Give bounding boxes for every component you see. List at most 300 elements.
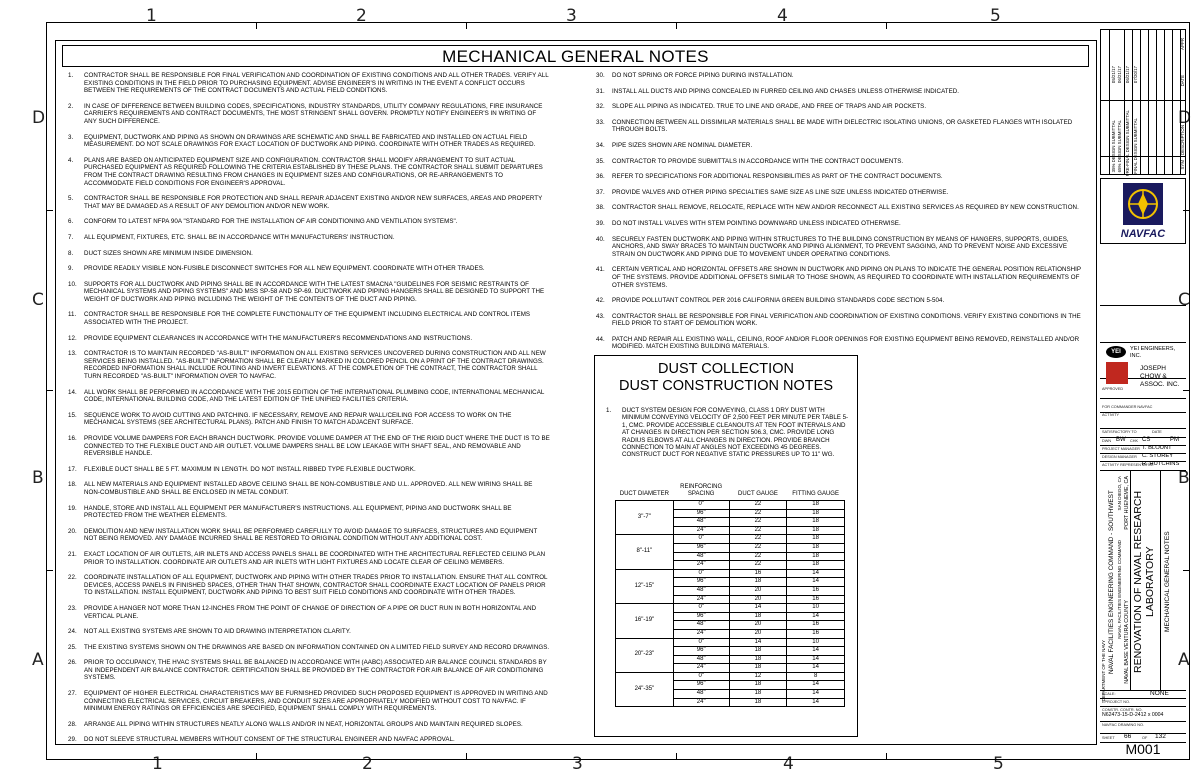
pm-role: PROJECT MANAGER xyxy=(1102,447,1140,451)
note-text: DO NOT SPRING OR FORCE PIPING DURING INSTALLATION. xyxy=(612,72,794,79)
note-number: 34. xyxy=(596,141,605,149)
note-text: THE EXISTING SYSTEMS SHOWN ON THE DRAWINGS ARE BASED ON INFORMATION CONTAINED ON A LIMITED FIELD SURVEY AND RECORD DRAWINGS. xyxy=(84,643,550,651)
spacing-cell: 24" xyxy=(673,698,729,707)
duct-diameter-cell: 24"-35" xyxy=(616,672,674,706)
constr-value: N62473-15-D-2412 x 0004 xyxy=(1102,712,1164,718)
jca-logo-icon xyxy=(1106,362,1128,384)
sheet-total: 132 xyxy=(1155,733,1166,740)
approved-label: APPROVED xyxy=(1102,387,1124,391)
for-commander-label: FOR COMMANDER NAVFAC xyxy=(1102,405,1153,409)
note-item xyxy=(62,134,550,149)
fitting-gauge-cell: 10 xyxy=(787,604,845,613)
zone-label: A xyxy=(1178,650,1190,670)
note-item xyxy=(62,628,550,636)
note-number: 12. xyxy=(68,334,77,342)
note-text: FLEXIBLE DUCT SHALL BE 5 FT. MAXIMUM IN LENGTH. DO NOT INSTALL RIBBED TYPE FLEXIBLE DUCTWORK. xyxy=(84,465,416,473)
rev-header-appr: APPR xyxy=(1180,38,1185,50)
zone-label: C xyxy=(1178,290,1190,310)
duct-gauge-cell: 16 xyxy=(729,569,787,578)
note-number: 29. xyxy=(68,736,77,744)
scale-value: NONE xyxy=(1150,690,1169,697)
fitting-gauge-cell: 14 xyxy=(787,569,845,578)
fitting-gauge-cell: 16 xyxy=(787,586,845,595)
note-text: EXACT LOCATION OF AIR OUTLETS, AIR INLETS AND ACCESS PANELS SHALL BE COORDINATED WITH THE ARCHITECTURAL REFLECTED CEILING PLAN PRIOR TO INSTALLATION. COORDINATE AIR OUTLETS AND AIR INLETS WITH LIGHT FIXTURES AND LOCATE CLEAR OF CEILING MEMBERS. xyxy=(84,550,546,566)
duct-gauge-cell: 20 xyxy=(729,595,787,604)
note-number: 31. xyxy=(596,87,605,95)
note-text: CONTRACTOR IS TO MAINTAIN RECORDED "AS-BUILT" INFORMATION ON ALL EXISTING SERVICES UNCOVERED DURING CONSTRUCTION AND ALL NEW SERVICES BEING INSTALLED. "AS-BUILT" INFORMATION SHALL BE CLEARLY MARKED IN COLORED PENCIL ON A PRINT OF THE CONTRACT DRAWINGS. RECORDED INFORMATION SHALL INCLUDE ROUTING AND INVERT ELEVATIONS. AT THE COMPLETION OF THE CONTRACT, THE CONTRACTOR SHALL TURN RECORDED "AS-BUILT" INFORMATION OVER TO NAVFAC. xyxy=(84,350,546,381)
note-text: PRIOR TO OCCUPANCY, THE HVAC SYSTEMS SHALL BE BALANCED IN ACCORDANCE WITH (AABC) ASSOCIATED AIR BALANCE COUNCIL STANDARDS BY AN INDEPENDENT AIR BALANCE CONTRACTOR. CERTIFICATION SHALL BE PROVIDED BY THE CONTRACTOR FOR AIR BALANCE OF AIR CONDITIONING SYSTEMS. xyxy=(84,659,547,682)
duct-gauge-cell: 18 xyxy=(729,681,787,690)
date-label: DATE xyxy=(1152,430,1162,434)
note-item xyxy=(62,335,550,343)
rev-date-4: 07/20/17 xyxy=(1133,66,1138,84)
zone-label: 5 xyxy=(993,754,1004,774)
eproject-label: EPROJECT NO. xyxy=(1102,700,1130,704)
zone-label: 5 xyxy=(990,6,1001,26)
note-number: 13. xyxy=(68,350,77,358)
note-text: HANDLE, STORE AND INSTALL ALL EQUIPMENT PER MANUFACTURER'S INSTRUCTIONS. ALL EQUIPMENT, PIPING AND DUCTWORK SHALL BE PROTECTED FROM THE WEATHER ELEMENTS. xyxy=(84,504,512,520)
col-header-diameter: DUCT DIAMETER xyxy=(619,491,669,497)
table-row xyxy=(616,501,845,510)
rev-date-2: 06/21/17 xyxy=(1117,66,1122,84)
notes-left-column xyxy=(62,72,550,752)
note-item xyxy=(62,218,550,226)
duct-gauge-cell: 22 xyxy=(729,518,787,527)
note-text: PROVIDE EQUIPMENT CLEARANCES IN ACCORDANCE WITH THE MANUFACTURER'S RECOMMENDATIONS AND INSTRUCTIONS. xyxy=(84,334,473,342)
note-item xyxy=(62,481,550,496)
fitting-gauge-cell: 14 xyxy=(787,664,845,673)
note-text: CONTRACTOR TO PROVIDE SUBMITTALS IN ACCORDANCE WITH THE CONTRACT DOCUMENTS. xyxy=(612,157,904,165)
note-item xyxy=(62,195,550,210)
note-text: PROVIDE POLLUTANT CONTROL PER 2016 CALIFORNIA GREEN BUILDING STANDARDS CODE SECTION 5-504. xyxy=(612,297,945,305)
chk-label: CHK xyxy=(1130,439,1139,443)
duct-gauge-cell: 20 xyxy=(729,621,787,630)
spacing-cell: 48" xyxy=(673,690,729,699)
rev-desc-1: 35% DESIGN SUBMITTAL xyxy=(1111,120,1116,173)
zone-label: B xyxy=(1178,468,1190,488)
note-item xyxy=(62,435,550,458)
note-item xyxy=(590,297,1088,305)
navfac-logo-box xyxy=(1100,178,1186,244)
duct-gauge-cell: 14 xyxy=(729,638,787,647)
note-text: CONTRACTOR SHALL BE RESPONSIBLE FOR PROTECTION AND SHALL REPAIR ADJACENT EXISTING AND/OR NEW SURFACES, AREAS AND PROPERTY THAT MAY BE DAMAGED AS A RESULT OF ANY DEMOLITION AND/OR NEW WORK. xyxy=(84,195,543,210)
duct-diameter-cell: 3"-7" xyxy=(616,501,674,535)
duct-gauge-cell: 22 xyxy=(729,535,787,544)
note-item xyxy=(62,690,550,713)
ar-name: R. HUTCHINS xyxy=(1142,461,1180,467)
note-text: CERTAIN VERTICAL AND HORIZONTAL OFFSETS ARE SHOWN IN DUCTWORK AND PIPING ON PLANS TO INDICATE THE GENERAL POSITION RELATIONSHIP OF THE SYSTEMS. PROVIDE ADDITIONAL OFFSETS SIMILAR TO THOSE SHOWN, AS REQUIRED TO COORDINATE WITH INSTALLATION REQUIREMENTS OF OTHER SYSTEMS. xyxy=(612,266,1081,289)
duct-diameter-cell: 20"-23" xyxy=(616,638,674,672)
note-number: 26. xyxy=(68,659,77,667)
note-item xyxy=(590,236,1088,259)
note-item xyxy=(62,466,550,474)
note-text: ARRANGE ALL PIPING WITHIN STRUCTURES NEATLY ALONG WALLS AND/OR IN NEAT, HORIZONTAL GROUPS AND MAINTAIN REQUIRED SLOPES. xyxy=(84,720,523,728)
dust-title-1: DUST COLLECTION xyxy=(658,361,794,377)
command-line: NAVAL FACILITIES ENGINEERING COMMAND - SOUTHWEST xyxy=(1108,490,1115,674)
duct-gauge-cell: 18 xyxy=(729,698,787,707)
chk-value: CS xyxy=(1142,437,1151,443)
duct-gauge-cell: 18 xyxy=(729,578,787,587)
duct-gauge-table xyxy=(615,484,845,707)
spacing-cell: 48" xyxy=(673,518,729,527)
note-text: CONFORM TO LATEST NFPA 90A "STANDARD FOR THE INSTALLATION OF AIR CONDITIONING AND VENTILATION SYSTEMS". xyxy=(84,218,458,226)
sheet-title: MECHANICAL GENERAL NOTES xyxy=(1164,531,1171,633)
fitting-gauge-cell: 14 xyxy=(787,690,845,699)
note-text: CONTRACTOR SHALL BE RESPONSIBLE FOR THE COMPLETE FUNCTIONALITY OF THE EQUIPMENT INCLUDING ELECTRICAL AND CONTROL ITEMS ASSOCIATED WITH THE PROJECT. xyxy=(84,311,531,327)
note-number: 7. xyxy=(68,233,74,241)
spacing-cell: 48" xyxy=(673,621,729,630)
note-item xyxy=(62,644,550,652)
note-number: 43. xyxy=(596,312,605,320)
table-row xyxy=(616,638,845,647)
fitting-gauge-cell: 14 xyxy=(787,612,845,621)
dm-role: DESIGN MANAGER xyxy=(1102,455,1137,459)
note-number: 25. xyxy=(68,643,77,651)
note-number: 33. xyxy=(596,118,605,126)
note-text: ALL WORK SHALL BE PERFORMED IN ACCORDANCE WITH THE 2015 EDITION OF THE INTERNATIONAL PLUMBING CODE, INTERNATIONAL MECHANICAL CODE, INTERNATIONAL BUILDING CODE, AND THE LATEST EDITION OF THE UNIFIED FACILITIES CRITERIA. xyxy=(84,388,545,404)
note-number: 5. xyxy=(68,195,74,203)
fitting-gauge-cell: 14 xyxy=(787,698,845,707)
zone-label: C xyxy=(32,290,44,310)
table-row xyxy=(616,569,845,578)
note-text: CONTRACTOR SHALL BE RESPONSIBLE FOR FINAL VERIFICATION AND COORDINATION OF EXISTING CONDITIONS. VERIFY EXISTING CONDITIONS IN THE FIELD PRIOR TO START OF DEMOLITION WORK. xyxy=(612,312,1081,328)
yei-logo-icon: YEI xyxy=(1106,346,1126,358)
pm-value: PM xyxy=(1170,437,1179,443)
table-row xyxy=(616,604,845,613)
dust-note-text: DUCT SYSTEM DESIGN FOR CONVEYING, CLASS 1 DRY DUST WITH MINIMUM CONVEYING VELOCITY OF 2,500 FEET PER MINUTE PER TABLE 5-1, CMC. PROVIDE ACCESSIBLE CLEANOUTS AT TEN FOOT INTERVALS AND AT CHANGES IN DIRECTION PER SECTION 506.3, CMC. PROVIDE LONG RADIUS ELBOWS AT ALL CHANGES IN DIRECTION. PROVIDE BRANCH CONNECTION TO MAIN AT ANGLES NOT EXCEEDING 45 DEGREES. CONSTRUCT DUCT FOR NEGATIVE STATIC PRESSURES UP TO 11" WG. xyxy=(622,407,849,459)
spacing-cell: 96" xyxy=(673,543,729,552)
note-text: CONTRACTOR SHALL REMOVE, RELOCATE, REPLACE WITH NEW AND/OR RECONNECT ALL EXISTING SERVICES AS REQUIRED BY NEW CONSTRUCTION. xyxy=(612,204,1079,212)
rev-desc-3: PRE-FINAL DESIGN SUBMITTAL xyxy=(1125,110,1130,177)
satisfactory-label: SATISFACTORY TO xyxy=(1102,430,1137,434)
duct-gauge-cell: 20 xyxy=(729,629,787,638)
fitting-gauge-cell: 16 xyxy=(787,595,845,604)
note-item xyxy=(590,313,1088,328)
note-item xyxy=(590,204,1088,212)
note-text: SUPPORTS FOR ALL DUCTWORK AND PIPING SHALL BE IN ACCORDANCE WITH THE LATEST SMACNA "GUIDELINES FOR SEISMIC RESTRAINTS OF MECHANICAL SYSTEMS AND PIPING SYSTEMS" AND MSS SP-58 AND SP-69. DUCTWORK AND PIPING HANGERS SHALL BE DESIGNED TO SUPPORT THE WEIGHT OF DUCTWORK AND PIPING INCLUDING THE WEIGHT OF THE CONTENTS OF THE DUCT AND PIPING. xyxy=(84,280,545,303)
note-item xyxy=(590,103,1088,111)
fitting-gauge-cell: 8 xyxy=(787,672,845,681)
note-number: 36. xyxy=(596,173,605,181)
of-label: OF xyxy=(1142,736,1148,740)
zone-label: 1 xyxy=(146,6,157,26)
spacing-cell: 24" xyxy=(673,595,729,604)
firm-jca-name: JOSEPH CHOW & ASSOC. INC. xyxy=(1140,365,1180,388)
rev-header-sym: SYM xyxy=(1180,160,1185,170)
dust-note xyxy=(595,407,857,459)
fitting-gauge-cell: 14 xyxy=(787,655,845,664)
fitting-gauge-cell: 18 xyxy=(787,543,845,552)
note-number: 30. xyxy=(596,72,605,79)
note-item xyxy=(62,721,550,729)
spacing-cell: 24" xyxy=(673,664,729,673)
note-number: 8. xyxy=(68,249,74,257)
note-text: INSTALL ALL DUCTS AND PIPING CONCEALED IN FURRED CEILING AND CHASES UNLESS OTHERWISE INDICATED. xyxy=(612,87,960,95)
zone-label: 4 xyxy=(783,754,794,774)
rev-desc-2: 65% DESIGN SUBMITTAL xyxy=(1117,120,1122,173)
spacing-cell: 96" xyxy=(673,509,729,518)
zone-label: 3 xyxy=(566,6,577,26)
scale-label: SCALE: xyxy=(1102,692,1116,696)
note-text: PROVIDE A HANGER NOT MORE THAN 12-INCHES FROM THE POINT OF CHANGE OF DIRECTION OF A PIPE OR DUCT RUN IN BOTH HORIZONTAL AND VERTICAL PLANE. xyxy=(84,604,537,620)
spacing-cell: 24" xyxy=(673,629,729,638)
sheet-label: SHEET xyxy=(1102,736,1115,740)
note-text: DEMOLITION AND NEW INSTALLATION WORK SHALL BE PERFORMED CAREFULLY TO AVOID DAMAGE TO SURFACES, STRUCTURES AND EQUIPMENT NOT BEING REMOVED. ANY DAMAGE INCURRED SHALL BE RESTORED TO ORIGINAL CONDITION WITHOUT ANY ADDITIONAL COST. xyxy=(84,527,538,543)
spacing-cell: 48" xyxy=(673,655,729,664)
note-number: 18. xyxy=(68,481,77,489)
notes-right-column xyxy=(590,72,1088,359)
table-row xyxy=(616,672,845,681)
note-number: 22. xyxy=(68,574,77,582)
note-item xyxy=(62,265,550,273)
duct-gauge-cell: 22 xyxy=(729,526,787,535)
navfac-logo-text: NAVFAC xyxy=(1120,228,1166,240)
note-text: PLANS ARE BASED ON ANTICIPATED EQUIPMENT SIZE AND CONFIGURATION. CONTRACTOR SHALL MODIFY ARRANGEMENT TO SUIT ACTUAL PURCHASED EQUIPMENT AS REQUIRED FOLLOWING THE CRITERIA ESTABLISHED BY THESE PLANS. THE CONTRACTOR SHALL SUBMIT DEPARTURES FROM THE CONTRACT DRAWING RESULTING FROM CHANGES IN EQUIPMENT SIZES AND CONFIGURATIONS, OR RE-ARRANGEMENTS TO ACCOMMODATE FIELD CONDITIONS FOR ENGINEER'S APPROVAL. xyxy=(84,156,543,187)
fitting-gauge-cell: 14 xyxy=(787,578,845,587)
note-text: PIPE SIZES SHOWN ARE NOMINAL DIAMETER. xyxy=(612,141,753,149)
zone-label: 1 xyxy=(152,754,163,774)
note-item xyxy=(590,158,1088,166)
note-item xyxy=(62,72,550,95)
duct-gauge-cell: 18 xyxy=(729,612,787,621)
note-number: 23. xyxy=(68,604,77,612)
note-item xyxy=(62,659,550,682)
rev-header-description: DESCRIPTION xyxy=(1180,125,1185,156)
duct-gauge-cell: 18 xyxy=(729,664,787,673)
note-text: NOT ALL EXISTING SYSTEMS ARE SHOWN TO AID DRAWING INTERPRETATION CLARITY. xyxy=(84,628,351,636)
duct-gauge-cell: 20 xyxy=(729,586,787,595)
note-text: SEQUENCE WORK TO AVOID CUTTING AND PATCHING. IF NECESSARY, REMOVE AND REPAIR WALL/CEILING FOR ACCESS TO WORK ON THE MECHANICAL SYSTEMS (SEE ARCHITECTURAL PLANS). PATCH AND FINISH TO MATCH ADJACENT SURFACE. xyxy=(84,411,512,427)
note-text: CONNECTION BETWEEN ALL DISSIMILAR MATERIALS SHALL BE MADE WITH DIELECTRIC ISOLATING UNIONS, OR GASKETED FLANGES WITH ISOLATED THROUGH BOLTS. xyxy=(612,118,1073,134)
note-number: 44. xyxy=(596,335,605,343)
note-item xyxy=(62,234,550,242)
duct-gauge-cell: 22 xyxy=(729,501,787,510)
note-number: 39. xyxy=(596,219,605,227)
spacing-cell: 0" xyxy=(673,638,729,647)
note-item xyxy=(62,528,550,543)
sheet-number: 66 xyxy=(1124,733,1132,740)
note-text: CONTRACTOR SHALL BE RESPONSIBLE FOR FINAL VERIFICATION AND COORDINATION OF EXISTING CONDITIONS AND ALL OTHER TRADES. VERIFY ALL EXISTING CONDITIONS IN THE FIELD PRIOR TO PURCHASING EQUIPMENT. ADVISE ENGINEER'S IN WRITING IN THE EVENT A CONFLICT OCCURS BETWEEN THE REQUIREMENTS OF THE CONTRACT DOCUMENTS AND ACTUAL FIELD CONDITIONS. xyxy=(84,72,549,95)
dust-collection-box xyxy=(594,355,858,737)
note-item xyxy=(62,736,550,744)
duct-gauge-cell: 18 xyxy=(729,655,787,664)
note-number: 27. xyxy=(68,690,77,698)
rev-desc-4: FINAL DESIGN SUBMITTAL xyxy=(1133,118,1138,174)
zone-label: D xyxy=(1178,108,1192,128)
note-number: 28. xyxy=(68,720,77,728)
col-header-duct-gauge: DUCT GAUGE xyxy=(737,491,778,497)
zone-label: 3 xyxy=(572,754,583,774)
duct-diameter-cell: 12"-15" xyxy=(616,569,674,603)
spacing-cell: 0" xyxy=(673,535,729,544)
duct-gauge-cell: 22 xyxy=(729,561,787,570)
note-number: 11. xyxy=(68,311,77,319)
note-item xyxy=(62,574,550,597)
note-number: 42. xyxy=(596,297,605,305)
note-item xyxy=(62,250,550,258)
fitting-gauge-cell: 18 xyxy=(787,526,845,535)
spacing-cell: 48" xyxy=(673,586,729,595)
navfac-dwg-label: NAVFAC DRAWING NO. xyxy=(1102,723,1144,727)
note-item xyxy=(590,189,1088,197)
note-item xyxy=(62,605,550,620)
spacing-cell: 48" xyxy=(673,552,729,561)
note-item xyxy=(62,389,550,404)
note-item xyxy=(590,72,1088,80)
note-item xyxy=(62,412,550,427)
spacing-cell: 24" xyxy=(673,526,729,535)
firm-yei-name: YEI ENGINEERS, INC. xyxy=(1130,346,1176,359)
zone-label: B xyxy=(32,468,44,488)
note-number: 1. xyxy=(68,72,74,79)
spacing-cell: 0" xyxy=(673,672,729,681)
ar-role: ACTIVITY REPRESENTATIVE xyxy=(1102,463,1154,467)
note-text: IN CASE OF DIFFERENCE BETWEEN BUILDING CODES, SPECIFICATIONS, INDUSTRY STANDARDS, UTILITY COMPANY REGULATIONS, FIRE INSURANCE CARRIER'S REQUIREMENTS AND CONTRACT DOCUMENTS, THE MOST STRINGENT SHALL GOVERN. PROMPTLY NOTIFY ENGINEER'S IN WRITING OF ANY SUCH DIFFERENCE. xyxy=(84,102,543,125)
note-item xyxy=(590,173,1088,181)
note-text: DO NOT INSTALL VALVES WITH STEM POINTING DOWNWARD UNLESS INDICATED OTHERWISE. xyxy=(612,219,901,227)
note-number: 40. xyxy=(596,235,605,243)
fitting-gauge-cell: 18 xyxy=(787,501,845,510)
note-number: 24. xyxy=(68,628,77,636)
dwn-value: BW xyxy=(1116,437,1126,443)
port-location: PORT HUENEME, CA xyxy=(1124,476,1130,530)
constr-label: CONSTR. CONTR. NO. xyxy=(1102,708,1143,712)
spacing-cell: 96" xyxy=(673,681,729,690)
note-text: ALL NEW MATERIALS AND EQUIPMENT INSTALLED ABOVE CEILING SHALL BE NON-COMBUSTIBLE AND U.L. APPROVED. ALL NEW WIRING SHALL BE NON-COMBUSTIBLE AND SHALL BE ENCLOSED IN METAL CONDUIT. xyxy=(84,481,533,496)
dwn-label: DWN xyxy=(1102,439,1112,443)
note-number: 9. xyxy=(68,265,74,273)
note-number: 17. xyxy=(68,465,77,473)
note-item xyxy=(590,142,1088,150)
duct-gauge-cell: 14 xyxy=(729,604,787,613)
note-number: 37. xyxy=(596,188,605,196)
note-number: 41. xyxy=(596,266,605,274)
col-header-spacing: REINFORCING SPACING xyxy=(680,484,723,497)
fitting-gauge-cell: 18 xyxy=(787,509,845,518)
dm-name: C. STOREY xyxy=(1142,453,1174,459)
rev-date-3: 06/21/17 xyxy=(1125,66,1130,84)
note-item xyxy=(590,266,1088,289)
note-text: REFER TO SPECIFICATIONS FOR ADDITIONAL RESPONSIBILITIES AS PART OF THE CONTRACT DOCUMENTS. xyxy=(612,173,943,181)
rev-header-date: DATE xyxy=(1180,75,1185,87)
fitting-gauge-cell: 18 xyxy=(787,561,845,570)
note-number: 3. xyxy=(68,133,74,141)
duct-diameter-cell: 16"-19" xyxy=(616,604,674,638)
spacing-cell: 0" xyxy=(673,569,729,578)
note-text: SECURELY FASTEN DUCTWORK AND PIPING WITHIN STRUCTURES TO THE BUILDING CONSTRUCTION BY MEANS OF HANGERS, SUPPORTS, GUIDES, ANCHORS, AND SWAY BRACES TO MAINTAIN DUCTWORK AND PIPING ALIGNMENT, TO PREVENT SAGGING, AND TO PREVENT NOISE AND EXCESSIVE STRAIN ON DUCTWORK AND PIPING DUE TO MOVEMENT UNDER OPERATING CONDITIONS. xyxy=(612,235,1069,258)
duct-diameter-cell: 8"-11" xyxy=(616,535,674,569)
note-item xyxy=(62,350,550,380)
note-number: 16. xyxy=(68,435,77,442)
note-item xyxy=(590,336,1088,351)
note-item xyxy=(62,281,550,304)
dept-navy: DEPARTMENT OF THE NAVY xyxy=(1101,640,1106,702)
note-number: 4. xyxy=(68,156,74,164)
note-text: SLOPE ALL PIPING AS INDICATED. TRUE TO LINE AND GRADE, AND FREE OF TRAPS AND AIR POCKETS. xyxy=(612,103,927,111)
spacing-cell: 0" xyxy=(673,501,729,510)
activity-label: ACTIVITY xyxy=(1102,413,1120,417)
duct-gauge-cell: 22 xyxy=(729,509,787,518)
note-item xyxy=(590,88,1088,96)
dust-note-number: 1. xyxy=(606,407,612,414)
spacing-cell: 96" xyxy=(673,647,729,656)
pm-name: T. BLOUNT xyxy=(1142,445,1172,451)
dust-title-2: DUST CONSTRUCTION NOTES xyxy=(618,378,834,394)
note-number: 14. xyxy=(68,388,77,396)
spacing-cell: 24" xyxy=(673,561,729,570)
fitting-gauge-cell: 16 xyxy=(787,621,845,630)
note-item xyxy=(62,551,550,566)
spacing-cell: 0" xyxy=(673,604,729,613)
note-text: DO NOT SLEEVE STRUCTURAL MEMBERS WITHOUT CONSENT OF THE STRUCTURAL ENGINEER AND NAVFAC APPROVAL. xyxy=(84,736,455,744)
note-item xyxy=(62,103,550,126)
note-text: PROVIDE READILY VISIBLE NON-FUSIBLE DISCONNECT SWITCHES FOR ALL NEW EQUIPMENT. COORDINATE WITH OTHER TRADES. xyxy=(84,265,485,273)
note-item xyxy=(62,157,550,187)
note-number: 38. xyxy=(596,204,605,212)
fitting-gauge-cell: 14 xyxy=(787,681,845,690)
duct-gauge-cell: 12 xyxy=(729,672,787,681)
duct-gauge-cell: 18 xyxy=(729,690,787,699)
note-text: EQUIPMENT OF HIGHER ELECTRICAL CHARACTERISTICS MAY BE FURNISHED PROVIDED SUCH PROPOSED EQUIPMENT IS APPROVED IN WRITING AND CONNECTING ELECTRICAL SERVICES, CIRCUIT BREAKERS, AND CONDUIT SIZES ARE APPROPRIATELY MODIFIED WITHOUT COST TO NAVFAC. IF MINIMUM ENERGY RATINGS OR EFFICIENCIES ARE SPECIFIED, EQUIPMENT SHALL COMPLY WITH REQUIREMENTS. xyxy=(84,690,548,713)
note-text: ALL EQUIPMENT, FIXTURES, ETC. SHALL BE IN ACCORDANCE WITH MANUFACTURERS' INSTRUCTION. xyxy=(84,233,395,241)
note-text: DUCT SIZES SHOWN ARE MINIMUM INSIDE DIMENSION. xyxy=(84,249,253,257)
note-text: PROVIDE VALVES AND OTHER PIPING SPECIALTIES SAME SIZE AS LINE SIZE UNLESS INDICATED OTHERWISE. xyxy=(612,188,949,196)
spacing-cell: 96" xyxy=(673,612,729,621)
zone-label: A xyxy=(32,650,44,670)
fitting-gauge-cell: 14 xyxy=(787,647,845,656)
project-title: RENOVATION OF NAVAL RESEARCH LABORATORY xyxy=(1132,490,1156,674)
zone-label: D xyxy=(32,108,46,128)
duct-gauge-cell: 18 xyxy=(729,647,787,656)
zone-label: 2 xyxy=(362,754,373,774)
note-number: 21. xyxy=(68,550,77,558)
duct-gauge-cell: 22 xyxy=(729,543,787,552)
fitting-gauge-cell: 18 xyxy=(787,552,845,561)
note-text: EQUIPMENT, DUCTWORK AND PIPING AS SHOWN ON DRAWINGS ARE SCHEMATIC AND SHALL BE FABRICATED AND INSTALLED ON ACTUAL FIELD MEASUREMENT. DO NOT SCALE DRAWINGS FOR EXACT LOCATION OF DUCTWORK AND PIPING. COORDINATE WITH OTHER TRADES AS REQUIRED. xyxy=(84,133,536,149)
command-short: NAVAL FACILITIES ENGINEERING COMMAND xyxy=(1117,540,1122,639)
zone-label: 4 xyxy=(777,6,788,26)
navbase-label: NAVAL BASE VENTURA COUNTY xyxy=(1124,600,1130,684)
note-number: 10. xyxy=(68,280,77,288)
revision-block xyxy=(1100,29,1186,175)
note-number: 2. xyxy=(68,102,74,110)
note-number: 32. xyxy=(596,103,605,111)
spacing-cell: 96" xyxy=(673,578,729,587)
fitting-gauge-cell: 18 xyxy=(787,535,845,544)
note-text: PATCH AND REPAIR ALL EXISTING WALL, CEILING, ROOF AND/OR FLOOR OPENINGS FOR EXISTING EQUIPMENT BEING REMOVED, REINSTALLED AND/OR MODIFIED. MATCH EXISTING BUILDING MATERIALS. xyxy=(612,335,1080,351)
fitting-gauge-cell: 16 xyxy=(787,629,845,638)
fitting-gauge-cell: 10 xyxy=(787,638,845,647)
note-number: 20. xyxy=(68,527,77,535)
duct-gauge-cell: 22 xyxy=(729,552,787,561)
note-item xyxy=(62,311,550,326)
note-number: 19. xyxy=(68,504,77,512)
rev-date-1: 05/21/17 xyxy=(1111,66,1116,84)
table-row xyxy=(616,535,845,544)
note-number: 6. xyxy=(68,218,74,226)
sd-location: SAN DIEGO, CA xyxy=(1117,476,1122,511)
sheet-id: M001 xyxy=(1125,741,1161,757)
fitting-gauge-cell: 18 xyxy=(787,518,845,527)
note-text: COORDINATE INSTALLATION OF ALL EQUIPMENT, DUCTWORK AND PIPING WITH OTHER TRADES PRIOR TO INSTALLATION. ENSURE THAT ALL CONTROL DEVICES, ACCESS PANELS IN FINISHED SPACES, OTHER THAN THAT SHOWN, CONTRACTOR SHALL COORDINATE EXACT LOCATION OF PANELS PRIOR TO INSTALLATION. INSTALL EQUIPMENT, DUCTWORK AND PIPING TO BEST SUIT FIELD CONDITIONS AND COORDINATE WITH OTHER TRADES. xyxy=(84,574,548,597)
note-number: 35. xyxy=(596,157,605,165)
zone-label: 2 xyxy=(356,6,367,26)
note-item xyxy=(590,119,1088,134)
col-header-fitting-gauge: FITTING GAUGE xyxy=(792,491,839,497)
note-number: 15. xyxy=(68,411,77,419)
page-title: MECHANICAL GENERAL NOTES xyxy=(62,45,1089,67)
note-item xyxy=(62,505,550,520)
